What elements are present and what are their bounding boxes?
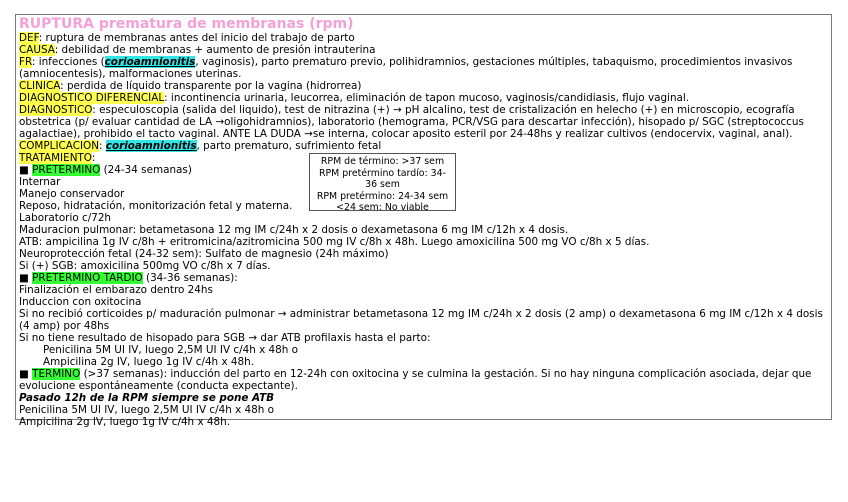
diagnostico-label: DIAGNOSTICO <box>19 104 93 116</box>
pretermino-line: Manejo conservador <box>19 188 125 200</box>
complicacion-text-a: : <box>98 140 106 152</box>
pretermino-tardio-heading <box>19 272 828 284</box>
pretermino-tardio-line: Si no recibió corticoides p/ maduración pulmonar → administrar betametasona 12 mg IM c/24h x 2 dosis (2 amp) o dexametasona 6 mg IM c/12h x 4 dosis (4 amp) por 48hs <box>19 308 823 332</box>
termino-text: (>37 semanas): inducción del parto en 12-24h con oxitocina y se culmina la gestación. Si no hay ninguna complicación asociada, dejar que evolucione espontáneamente (conducta expectante). <box>19 368 812 392</box>
pretermino-tardio-text: (34-36 semanas): <box>142 272 238 284</box>
pretermino-line: Si (+) SGB: amoxicilina 500mg VO c/8h x 7 días. <box>19 260 271 272</box>
rpm-box-line: RPM pretérmino tardío: 34-36 sem <box>319 167 446 190</box>
page-title: RUPTURA prematura de membranas (rpm) <box>19 16 354 32</box>
def-label: DEF <box>19 32 39 44</box>
complicacion-label: COMPLICACION <box>19 140 99 152</box>
pretermino-line: Reposo, hidratación, monitorización fetal y materna. <box>19 200 293 212</box>
def-line <box>19 32 828 44</box>
pretermino-line: Maduracion pulmonar: betametasona 12 mg IM c/24h x 2 dosis o dexametasona 6 mg IM c/12h x 4 dosis. <box>19 224 569 236</box>
pretermino-line: Neuroprotección fetal (24-32 sem): Sulfato de magnesio (24h máximo) <box>19 248 389 260</box>
rpm-box-line: RPM pretérmino: 24-34 sem <box>316 190 449 202</box>
bullet-icon: ■ <box>19 272 29 284</box>
pretermino-label: PRETERMINO <box>32 164 101 176</box>
bullet-icon: ■ <box>19 164 29 176</box>
pretermino-line: ATB: ampicilina 1g IV c/8h + eritromicina/azitromicina 500 mg IV c/8h x 48h. Luego amoxicilina 500 mg VO c/8h x 5 días. <box>19 236 650 248</box>
pasado-heading: Pasado 12h de la RPM siempre se pone ATB <box>19 392 275 404</box>
complicacion-highlight: corioamnionitis <box>105 140 197 152</box>
causa-label: CAUSA <box>19 44 55 56</box>
fr-line <box>19 56 828 80</box>
fr-highlight: corioamnionitis <box>104 56 196 68</box>
dx-diferencial-label: DIAGNOSTICO DIFERENCIAL <box>19 92 165 104</box>
complicacion-line <box>19 140 828 152</box>
causa-text: : debilidad de membranas + aumento de presión intrauterina <box>54 44 376 56</box>
dx-diferencial-line <box>19 92 828 104</box>
clinica-line <box>19 80 828 92</box>
dx-diferencial-text: : incontinencia urinaria, leucorrea, eliminación de tapon mucoso, vaginosis/candidiasis, flujo vaginal. <box>164 92 690 104</box>
pretermino-text: (24-34 semanas) <box>100 164 192 176</box>
termino-label: TERMINO <box>32 368 81 380</box>
pretermino-tardio-line: Finalización el embarazo dentro 24hs <box>19 284 213 296</box>
rpm-box-line: RPM de término: >37 sem <box>320 156 445 167</box>
pasado-line: Penicilina 5M UI IV, luego 2,5M UI IV c/4h x 48h o <box>19 404 275 416</box>
causa-line <box>19 44 828 56</box>
pretermino-tardio-line: Induccion con oxitocina <box>19 296 142 308</box>
complicacion-text-b: , parto prematuro, sufrimiento fetal <box>196 140 382 152</box>
document-frame <box>15 14 832 428</box>
bullet-icon: ■ <box>19 368 29 380</box>
pretermino-line: Laboratorio c/72h <box>19 212 112 224</box>
pretermino-tardio-indented-line: Ampicilina 2g IV, luego 1g IV c/4h x 48h. <box>43 356 255 368</box>
pretermino-tardio-line: Si no tiene resultado de hisopado para SGB → dar ATB profilaxis hasta el parto: <box>19 332 431 344</box>
def-text: : ruptura de membranas antes del inicio del trabajo de parto <box>38 32 355 44</box>
fr-text-a: : infecciones ( <box>31 56 105 68</box>
pretermino-tardio-indented-line: Penicilina 5M UI IV, luego 2,5M UI IV c/4h x 48h o <box>43 344 299 356</box>
diagnostico-line <box>19 104 828 140</box>
rpm-box-line: <24 sem: No viable <box>336 202 429 213</box>
pretermino-tardio-label: PRETERMINO TARDIO <box>32 272 143 284</box>
tratamiento-text: : <box>91 152 96 164</box>
clinica-text: : perdida de líquido transparente por la vagina (hidrorrea) <box>60 80 362 92</box>
pasado-line: Ampicilina 2g IV, luego 1g IV c/4h x 48h. <box>19 416 231 428</box>
termino-line <box>19 368 828 392</box>
fr-label: FR <box>19 56 32 68</box>
diagnostico-text: : especuloscopia (salida del liquido), test de nitrazina (+) → pH alcalino, test de cristalización en helecho (+) en microscopio, ecografía obstetrica (p/ evaluar cantidad de LA →oligohidramnios), laboratorio (hemograma, PCR/VSG para descartar infección), hisopado p/ SGC (streptococcus agalactiae), prohibido el tacto vaginal. ANTE LA DUDA →se interna, colocar aposito esteril por 24-48hs y realizar cultivos (endocervix, vaginal, anal). <box>19 104 804 140</box>
tratamiento-label: TRATAMIENTO <box>19 152 92 164</box>
rpm-classification-box <box>309 153 456 211</box>
clinica-label: CLINICA <box>19 80 61 92</box>
fr-text-b: , vaginosis), parto prematuro previo, polihidramnios, gestaciones múltiples, tabaquismo, procedimientos invasivos (amniocentesis), malformaciones uterinas. <box>19 56 793 80</box>
pretermino-line: Internar <box>19 176 61 188</box>
